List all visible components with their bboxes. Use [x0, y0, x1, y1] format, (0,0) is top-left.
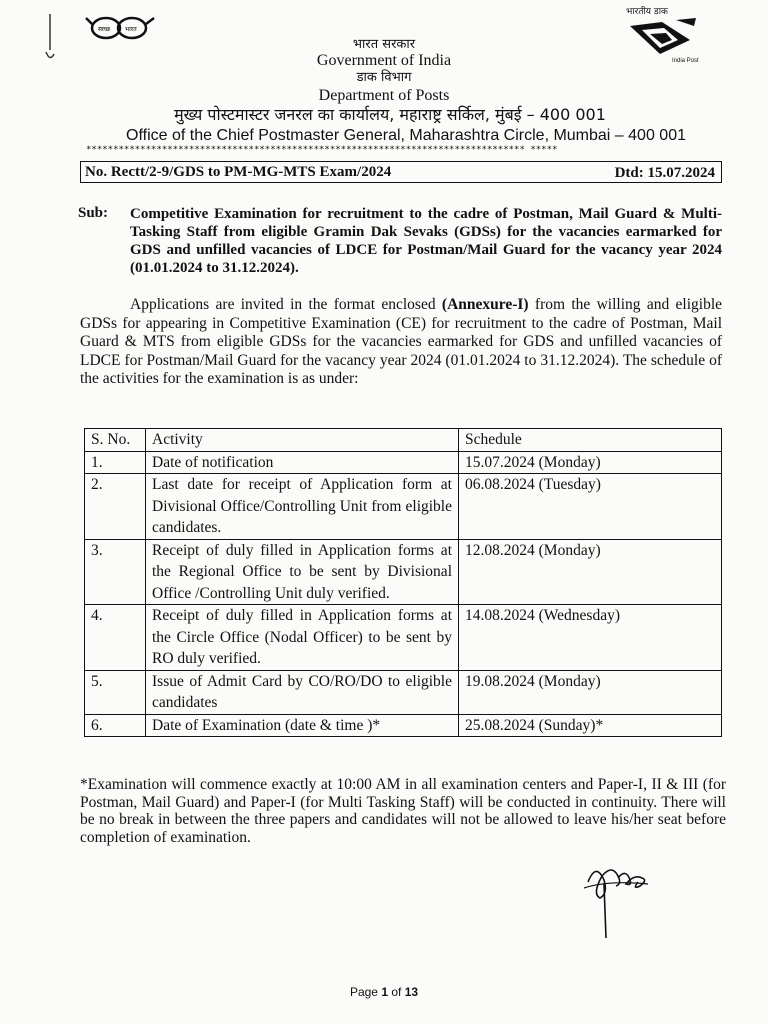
- cell-sno: 2.: [85, 474, 146, 540]
- table-row: [85, 474, 722, 540]
- column-header-sno: S. No.: [85, 429, 146, 452]
- table-row: [85, 539, 722, 605]
- hindi-department-heading: डाक विभाग: [356, 70, 412, 85]
- star-divider: ********************************************************************************* *****: [86, 145, 558, 155]
- cell-sno: 4.: [85, 605, 146, 671]
- cell-activity: Receipt of duly filled in Application forms at the Circle Office (Nodal Officer) to be sent by RO duly verified.: [146, 605, 459, 671]
- schedule-table: [84, 428, 722, 737]
- column-header-activity: Activity: [146, 429, 459, 452]
- cell-schedule: 15.07.2024 (Monday): [459, 451, 722, 474]
- table-row: [85, 451, 722, 474]
- svg-text:स्वच्छ: स्वच्छ: [98, 26, 111, 33]
- department-heading: Department of Posts: [318, 87, 450, 104]
- table-row: [85, 670, 722, 714]
- reference-date: Dtd: 15.07.2024: [614, 165, 715, 181]
- government-heading: Government of India: [316, 52, 452, 69]
- column-header-schedule: Schedule: [459, 429, 722, 452]
- cell-activity: Issue of Admit Card by CO/RO/DO to eligible candidates: [146, 670, 459, 714]
- cell-sno: 3.: [85, 539, 146, 605]
- table-header-row: [85, 429, 722, 452]
- subject-label: Sub:: [78, 205, 109, 221]
- cell-schedule: 06.08.2024 (Tuesday): [459, 474, 722, 540]
- hindi-government-heading: भारत सरकार: [352, 37, 416, 52]
- cell-activity: Date of Examination (date & time )*: [146, 714, 459, 737]
- annexure-reference: (Annexure-I): [441, 296, 529, 313]
- reference-number: No. Rectt/2-9/GDS to PM-MG-MTS Exam/2024: [85, 164, 392, 180]
- india-post-logo: भारतीय डाक India Post: [626, 7, 699, 64]
- handwritten-signature: [578, 854, 658, 940]
- cell-schedule: 14.08.2024 (Wednesday): [459, 605, 722, 671]
- cell-activity: Last date for receipt of Application form at Divisional Office/Controlling Unit from eligible candidates.: [146, 474, 459, 540]
- cell-schedule: 12.08.2024 (Monday): [459, 539, 722, 605]
- page-footer: Page 1 of 13: [349, 985, 419, 999]
- table-row: [85, 714, 722, 737]
- cell-sno: 6.: [85, 714, 146, 737]
- intro-paragraph: Applications are invited in the format enclosed (Annexure-I) from the willing and eligible GDSs for appearing in Competitive Examination (CE) for recruitment to the cadre of Postman, Mail Guard & MTS from eligible GDSs for the vacancies earmarked for GDS and unfilled vacancies of LDCE for Postman/Mail Guard for the vacancy year 2024 (01.01.2024 to 31.12.2024). The schedule of the activities for the examination is as under:: [80, 296, 722, 388]
- page-number: 1: [381, 985, 388, 999]
- page-total: 13: [404, 985, 419, 999]
- svg-text:भारत: भारत: [125, 26, 137, 33]
- cell-schedule: 25.08.2024 (Sunday)*: [459, 714, 722, 737]
- hindi-office-heading: मुख्य पोस्टमास्टर जनरल का कार्यालय, महाराष्ट्र सर्किल, मुंबई – 400 001: [174, 105, 606, 124]
- table-row: [85, 605, 722, 671]
- cell-activity: Date of notification: [146, 451, 459, 474]
- cell-activity: Receipt of duly filled in Application forms at the Regional Office to be sent by Divisional Office /Controlling Unit duly verified.: [146, 539, 459, 605]
- subject-text: Competitive Examination for recruitment to the cadre of Postman, Mail Guard & Multi-Tasking Staff from eligible Gramin Dak Sevaks (GDSs) for the vacancies earmarked for GDS and unfilled vacancies of LDCE for Postman/Mail Guard for the vacancy year 2024 (01.01.2024 to 31.12.2024).: [130, 206, 722, 276]
- office-heading: Office of the Chief Postmaster General, Maharashtra Circle, Mumbai – 400 001: [126, 127, 686, 144]
- examination-note: *Examination will commence exactly at 10:00 AM in all examination centers and Paper-I, II & III (for Postman, Mail Guard) and Paper-I (for Multi Tasking Staff) will be conducted in continuity. There will be no break in between the three papers and candidates will not be allowed to leave his/her seat before completion of examination.: [80, 776, 726, 846]
- punch-hole-mark: [44, 12, 56, 62]
- reference-box: [80, 161, 722, 183]
- cell-sno: 5.: [85, 670, 146, 714]
- cell-sno: 1.: [85, 451, 146, 474]
- cell-schedule: 19.08.2024 (Monday): [459, 670, 722, 714]
